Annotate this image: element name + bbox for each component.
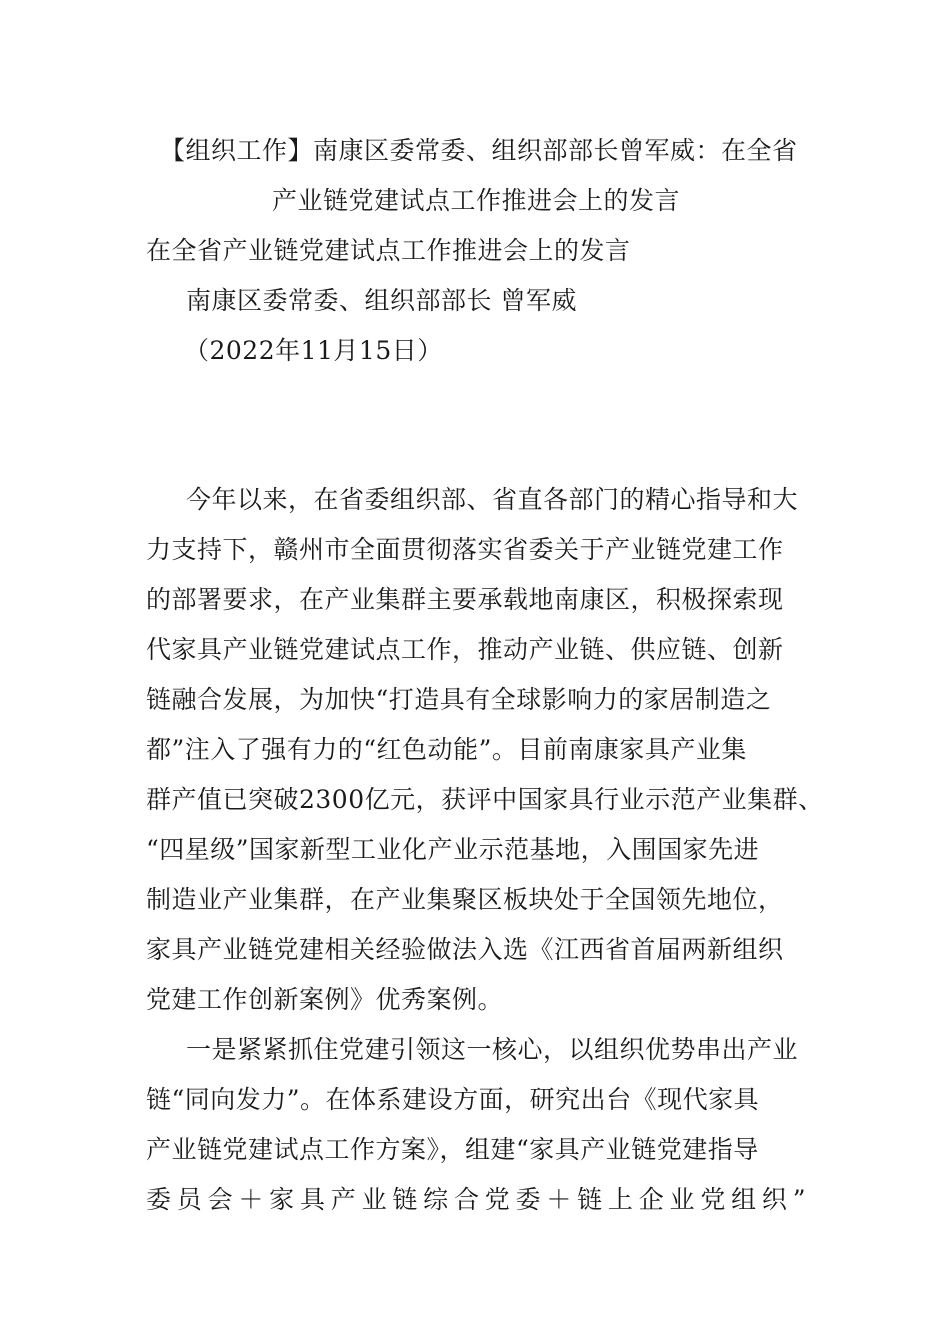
- paragraph-line: 的部署要求，在产业集群主要承载地南康区，积极探索现: [146, 585, 784, 614]
- paragraph-line: “四星级”国家新型工业化产业示范基地，入围国家先进: [146, 835, 760, 864]
- paragraph-line: 代家具产业链党建试点工作，推动产业链、供应链、创新: [146, 635, 784, 664]
- paragraph-line: 都”注入了强有力的“红色动能”。目前南康家具产业集: [146, 735, 747, 764]
- title-line-1: 【组织工作】南康区委常委、组织部部长曾军威：在全省: [160, 136, 798, 165]
- paragraph-line: 委员会＋家具产业链综合党委＋链上企业党组织”: [146, 1185, 806, 1214]
- paragraph-line: 党建工作创新案例》优秀案例。: [146, 985, 504, 1014]
- paragraph-line: 一是紧紧抓住党建引领这一核心，以组织优势串出产业: [186, 1035, 799, 1064]
- paragraph-line: 链融合发展，为加快“打造具有全球影响力的家居制造之: [146, 685, 772, 714]
- paragraph-line: 群产值已突破2300亿元，获评中国家具行业示范产业集群、: [146, 785, 824, 814]
- title-line-2: 产业链党建试点工作推进会上的发言: [272, 186, 681, 215]
- paragraph-line: 制造业产业集群，在产业集聚区板块处于全国领先地位，: [146, 885, 784, 914]
- paragraph-line: 力支持下，赣州市全面贯彻落实省委关于产业链党建工作: [146, 535, 784, 564]
- author-line: 南康区委常委、组织部部长 曾军威: [186, 286, 577, 315]
- subtitle: 在全省产业链党建试点工作推进会上的发言: [146, 236, 631, 265]
- paragraph-line: 产业链党建试点工作方案》，组建“家具产业链党建指导: [146, 1135, 759, 1164]
- date-line: （2022年11月15日）: [184, 336, 443, 365]
- paragraph-line: 链“同向发力”。在体系建设方面，研究出台《现代家具: [146, 1085, 760, 1114]
- paragraph-line: 今年以来，在省委组织部、省直各部门的精心指导和大: [186, 485, 799, 514]
- paragraph-line: 家具产业链党建相关经验做法入选《江西省首届两新组织: [146, 935, 784, 964]
